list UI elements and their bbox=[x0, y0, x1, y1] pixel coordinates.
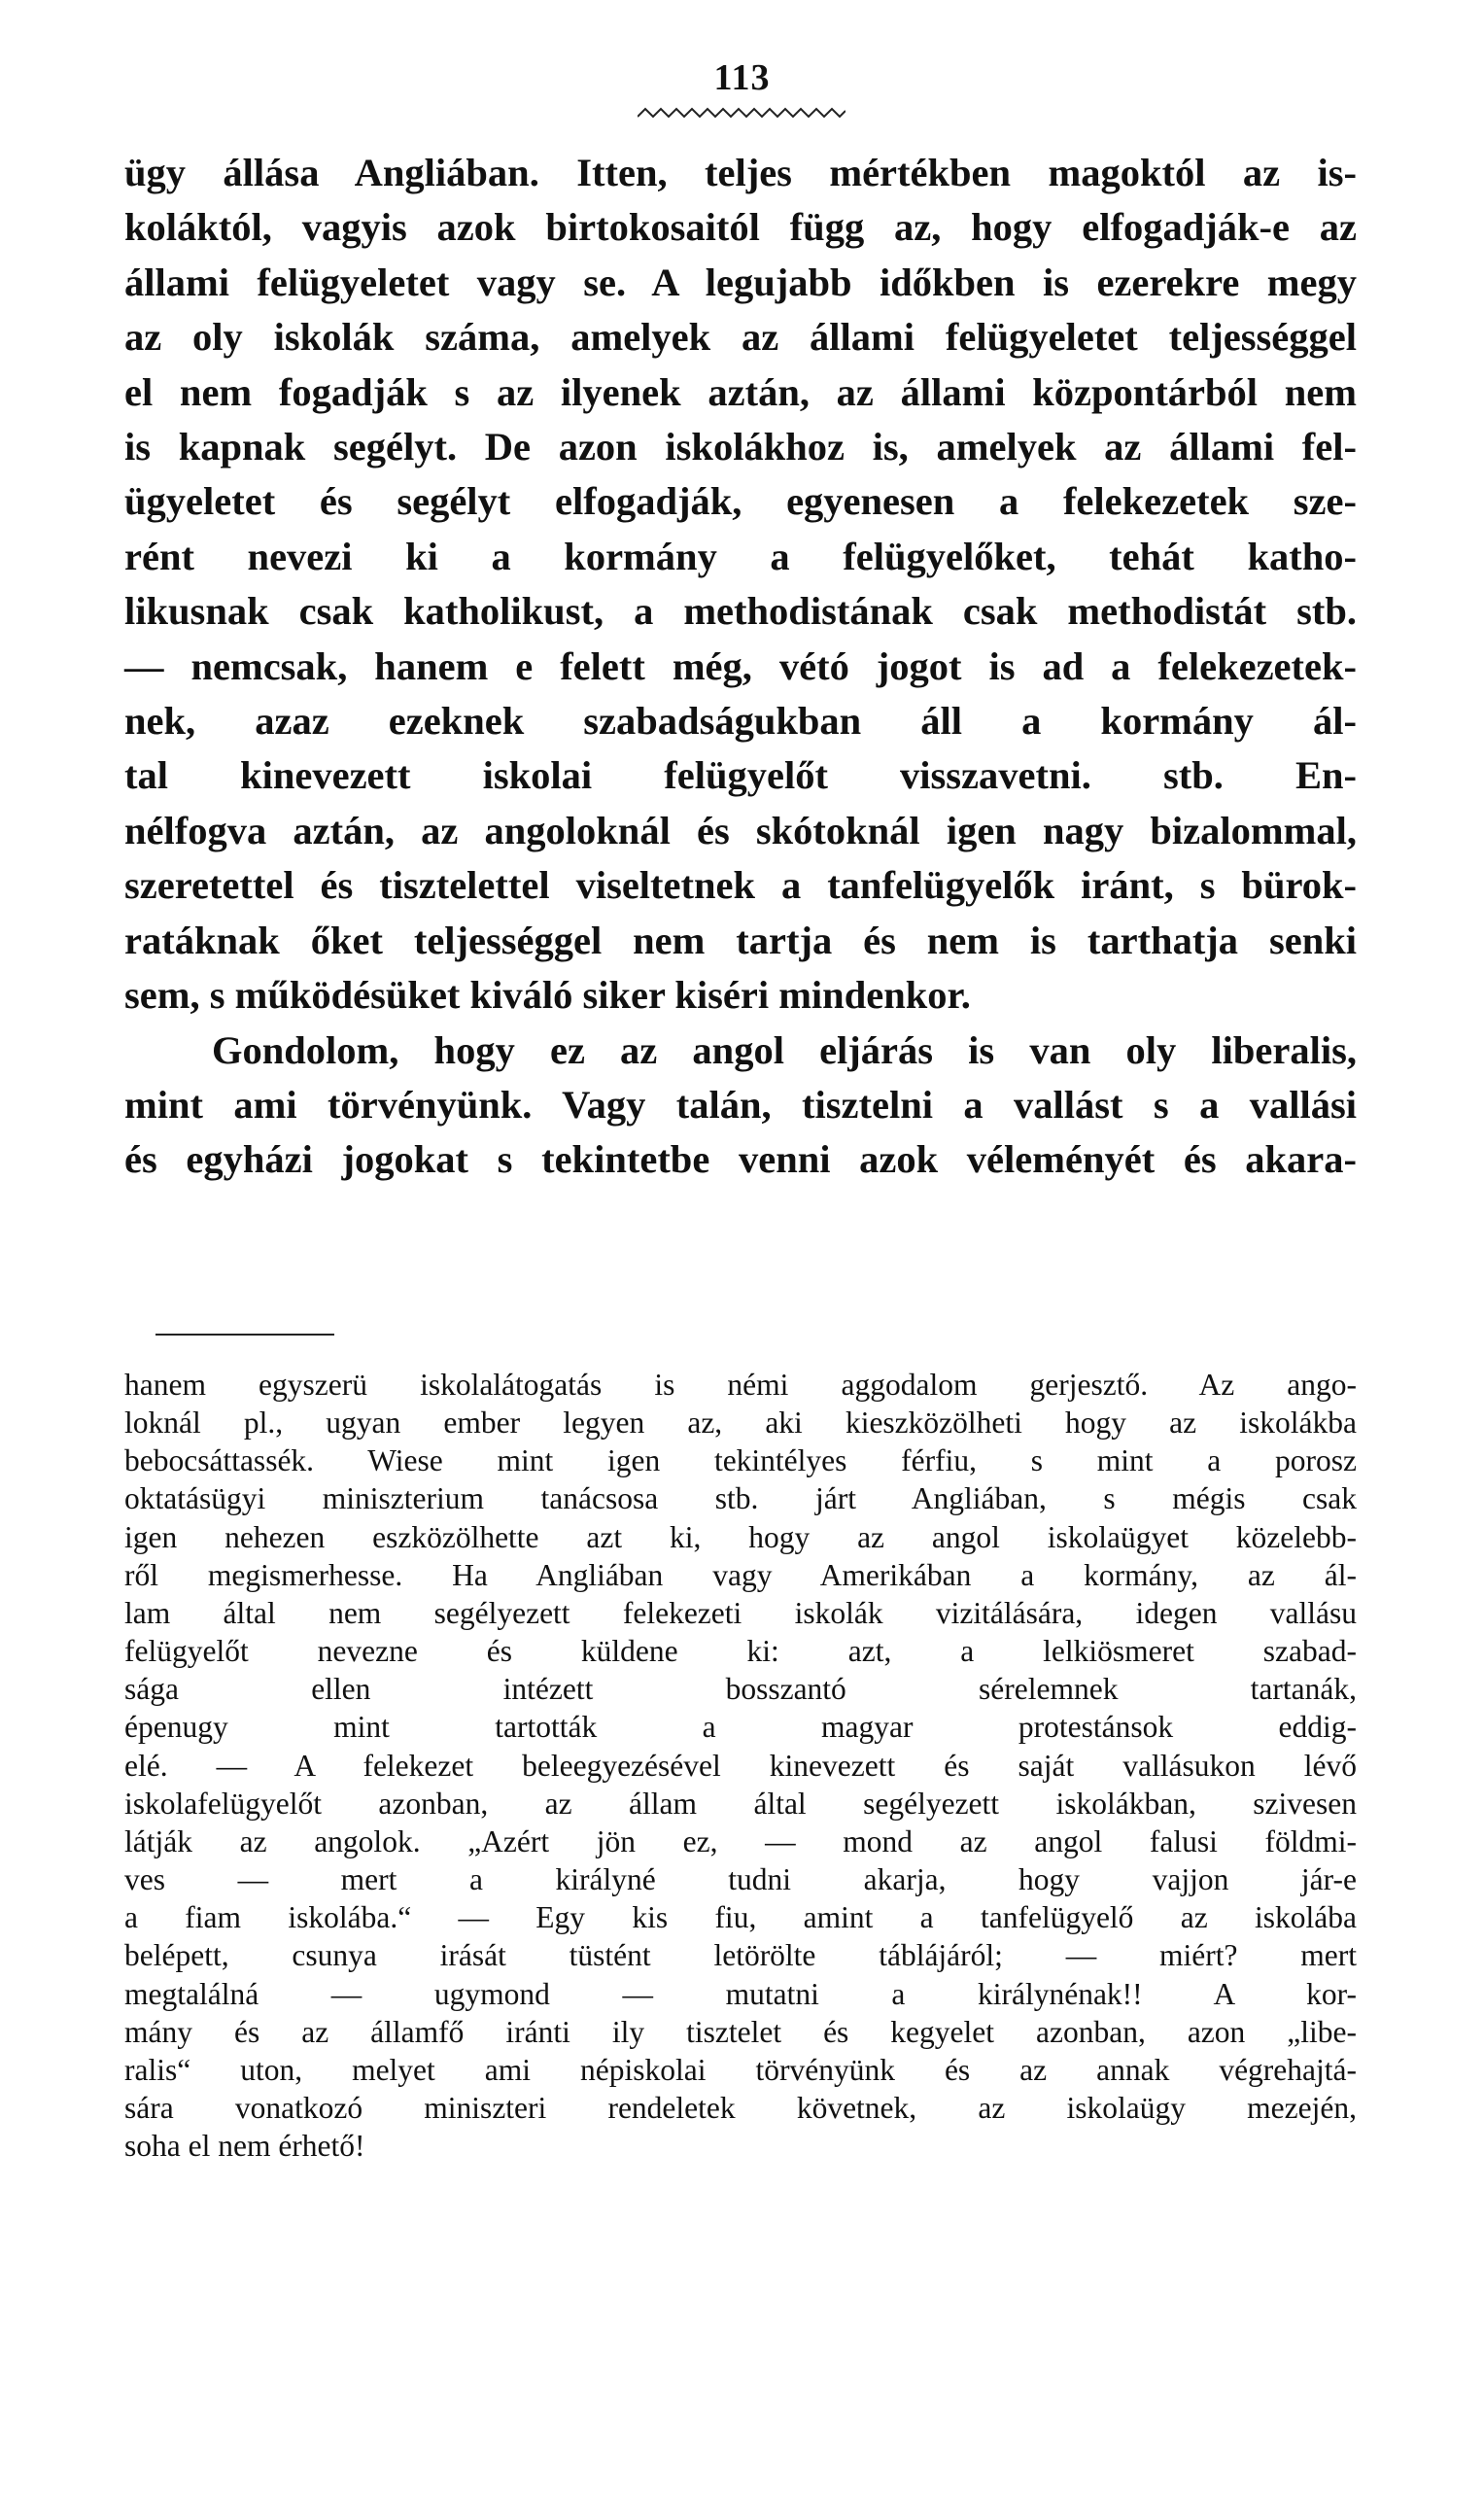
footnote-line: bebocsáttassék. Wiese mint igen tekintélyes férfiu, s mint a porosz bbox=[124, 1443, 1357, 1478]
footnote-line: iskolafelügyelőt azonban, az állam által segélyezett iskolákban, szivesen bbox=[124, 1786, 1357, 1821]
text-line: ratáknak őket teljességgel nem tartja és nem is tarthatja senki bbox=[124, 918, 1357, 962]
footnote-divider bbox=[155, 1334, 334, 1336]
main-text bbox=[124, 146, 1357, 1188]
text-line: likusnak csak katholikust, a methodistának csak methodistát stb. bbox=[124, 589, 1357, 634]
footnote-line: ralis“ uton, melyet ami népiskolai törvényünk és az annak végrehajtá- bbox=[124, 2052, 1357, 2087]
footnote bbox=[124, 1366, 1357, 2165]
text-line: Gondolom, hogy ez az angol eljárás is van oly liberalis, bbox=[212, 1027, 1357, 1072]
text-line: sem, s működésüket kiváló siker kiséri mindenkor. bbox=[124, 973, 971, 1018]
footnote-line: hanem egyszerü iskolalátogatás is némi aggodalom gerjesztő. Az ango- bbox=[124, 1368, 1357, 1402]
footnote-line: igen nehezen eszközölhette azt ki, hogy az angol iskolaügyet közelebb- bbox=[124, 1519, 1357, 1554]
text-line: mint ami törvényünk. Vagy talán, tisztelni a vallást s a vallási bbox=[124, 1082, 1357, 1127]
text-line: ügyeletet és segélyt elfogadják, egyenesen a felekezetek sze- bbox=[124, 479, 1357, 524]
page-number: 113 bbox=[713, 57, 771, 98]
footnote-line: a fiam iskolába.“ — Egy kis fiu, amint a tanfelügyelő az iskolába bbox=[124, 1900, 1357, 1935]
footnote-line: megtalálná — ugymond — mutatni a királynénak!! A kor- bbox=[124, 1976, 1357, 2011]
footnote-line: látják az angolok. „Azért jön ez, — mond az angol falusi földmi- bbox=[124, 1823, 1357, 1858]
text-line: nélfogva aztán, az angoloknál és skótoknál igen nagy bizalommal, bbox=[124, 808, 1357, 852]
footnote-line: ről megismerhesse. Ha Angliában vagy Amerikában a kormány, az ál- bbox=[124, 1557, 1357, 1592]
text-line: is kapnak segélyt. De azon iskolákhoz is, amelyek az állami fel- bbox=[124, 425, 1357, 469]
footnote-line: ves — mert a királyné tudni akarja, hogy vajjon jár-e bbox=[124, 1862, 1357, 1897]
footnote-line: sága ellen intézett bosszantó sérelemnek tartanák, bbox=[124, 1672, 1357, 1707]
text-line: szeretettel és tisztelettel viseltetnek a tanfelügyelők iránt, s bürok- bbox=[124, 863, 1357, 908]
text-line: koláktól, vagyis azok birtokosaitól függ az, hogy elfogadják-e az bbox=[124, 205, 1357, 250]
text-line: el nem fogadják s az ilyenek aztán, az állami központárból nem bbox=[124, 369, 1357, 414]
footnote-line: loknál pl., ugyan ember legyen az, aki kieszközölheti hogy az iskolákba bbox=[124, 1406, 1357, 1441]
wavy-ornament bbox=[638, 105, 846, 121]
footnote-line: lam által nem segélyezett felekezeti iskolák vizitálására, idegen vallásu bbox=[124, 1595, 1357, 1630]
footnote-line: belépett, csunya irását tüstént letörölte táblájáról; — miért? mert bbox=[124, 1938, 1357, 1973]
text-line: nek, azaz ezeknek szabadságukban áll a kormány ál- bbox=[124, 699, 1357, 744]
footnote-line: elé. — A felekezet beleegyezésével kinevezett és saját vallásukon lévő bbox=[124, 1748, 1357, 1783]
text-line: és egyházi jogokat s tekintetbe venni azok véleményét és akara- bbox=[124, 1137, 1357, 1182]
footnote-line: épenugy mint tartották a magyar protestánsok eddig- bbox=[124, 1710, 1357, 1745]
footnote-line: soha el nem érhető! bbox=[124, 2129, 365, 2164]
text-line: állami felügyeletet vagy se. A legujabb időkben is ezerekre megy bbox=[124, 260, 1357, 304]
text-line: rént nevezi ki a kormány a felügyelőket, tehát katho- bbox=[124, 534, 1357, 578]
footnote-line: sára vonatkozó miniszteri rendeletek követnek, az iskolaügy mezején, bbox=[124, 2090, 1357, 2125]
footnote-line: felügyelőt nevezne és küldene ki: azt, a lelkiösmeret szabad- bbox=[124, 1634, 1357, 1669]
text-line: — nemcsak, hanem e felett még, vétó jogot is ad a felekezetek- bbox=[124, 643, 1357, 688]
text-line: az oly iskolák száma, amelyek az állami felügyeletet teljességgel bbox=[124, 315, 1357, 360]
footnote-line: oktatásügyi miniszterium tanácsosa stb. járt Angliában, s mégis csak bbox=[124, 1481, 1357, 1516]
text-line: tal kinevezett iskolai felügyelőt visszavetni. stb. En- bbox=[124, 753, 1357, 798]
text-line: ügy állása Angliában. Itten, teljes mértékben magoktól az is- bbox=[124, 151, 1357, 194]
footnote-line: mány és az államfő iránti ily tisztelet és kegyelet azonban, azon „libe- bbox=[124, 2014, 1357, 2049]
